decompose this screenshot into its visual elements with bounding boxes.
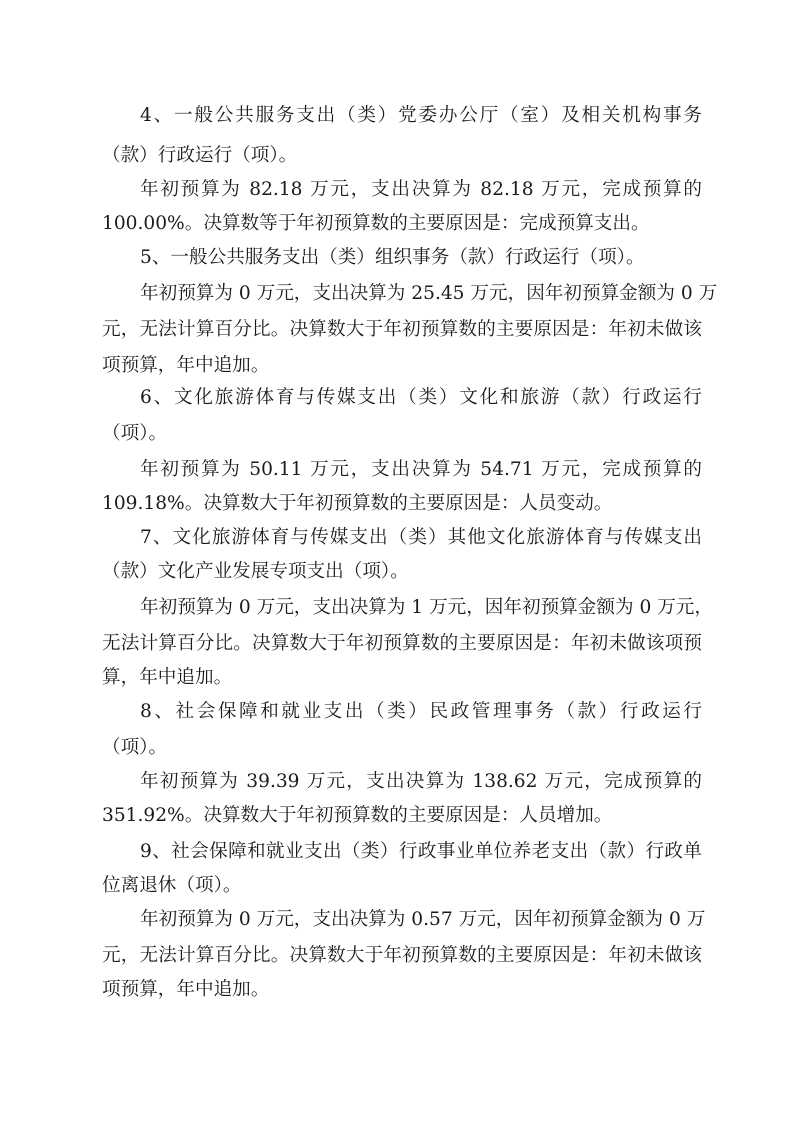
item-7-body-line-1: 年初预算为 0 万元，支出决算为 1 万元，因年初预算金额为 0 万元，	[140, 597, 713, 618]
item-9-heading-line-2: 位离退休（项）。	[102, 875, 242, 896]
item-8-body-line-2: 351.92%。决算数大于年初预算数的主要原因是：人员增加。	[102, 805, 613, 826]
item-7-body-line-3: 算，年中追加。	[102, 667, 233, 688]
item-7-body-line-2: 无法计算百分比。决算数大于年初预算数的主要原因是：年初未做该项预	[102, 633, 702, 654]
item-6-body-line-1: 年初预算为 50.11 万元，支出决算为 54.71 万元，完成预算的	[140, 459, 702, 480]
item-5-body-line-2: 元，无法计算百分比。决算数大于年初预算数的主要原因是：年初未做该	[102, 319, 702, 340]
item-6-body-line-2: 109.18%。决算数大于年初预算数的主要原因是：人员变动。	[102, 493, 613, 514]
item-6-heading-line-1: 6、文化旅游体育与传媒支出（类）文化和旅游（款）行政运行	[140, 387, 702, 408]
item-5-heading-line-1: 5、一般公共服务支出（类）组织事务（款）行政运行（项）。	[140, 247, 645, 268]
item-9-body-line-1: 年初预算为 0 万元，支出决算为 0.57 万元，因年初预算金额为 0 万	[140, 909, 706, 930]
item-8-body-line-1: 年初预算为 39.39 万元，支出决算为 138.62 万元，完成预算的	[140, 771, 702, 792]
item-8-heading-line-1: 8、社会保障和就业支出（类）民政管理事务（款）行政运行	[140, 701, 702, 722]
item-4-body-line-1: 年初预算为 82.18 万元，支出决算为 82.18 万元，完成预算的	[140, 179, 702, 200]
item-7-heading-line-2: （款）文化产业发展专项支出（项）。	[102, 561, 409, 582]
item-8-heading-line-2: （项）。	[102, 737, 168, 758]
item-9-heading-line-1: 9、社会保障和就业支出（类）行政事业单位养老支出（款）行政单	[140, 841, 702, 862]
item-9-body-line-2: 元，无法计算百分比。决算数大于年初预算数的主要原因是：年初未做该	[102, 945, 702, 966]
item-5-body-line-1: 年初预算为 0 万元，支出决算为 25.45 万元，因年初预算金额为 0 万	[140, 283, 718, 304]
item-4-heading-line-1: 4、一般公共服务支出（类）党委办公厅（室）及相关机构事务	[140, 105, 702, 126]
item-4-body-line-2: 100.00%。决算数等于年初预算数的主要原因是：完成预算支出。	[102, 213, 650, 234]
item-6-heading-line-2: （项）。	[102, 423, 168, 444]
item-4-heading-line-2: （款）行政运行（项）。	[102, 145, 298, 166]
item-9-body-line-3: 项预算，年中追加。	[102, 979, 270, 1000]
item-7-heading-line-1: 7、文化旅游体育与传媒支出（类）其他文化旅游体育与传媒支出	[140, 527, 702, 548]
item-5-body-line-3: 项预算，年中追加。	[102, 355, 270, 376]
